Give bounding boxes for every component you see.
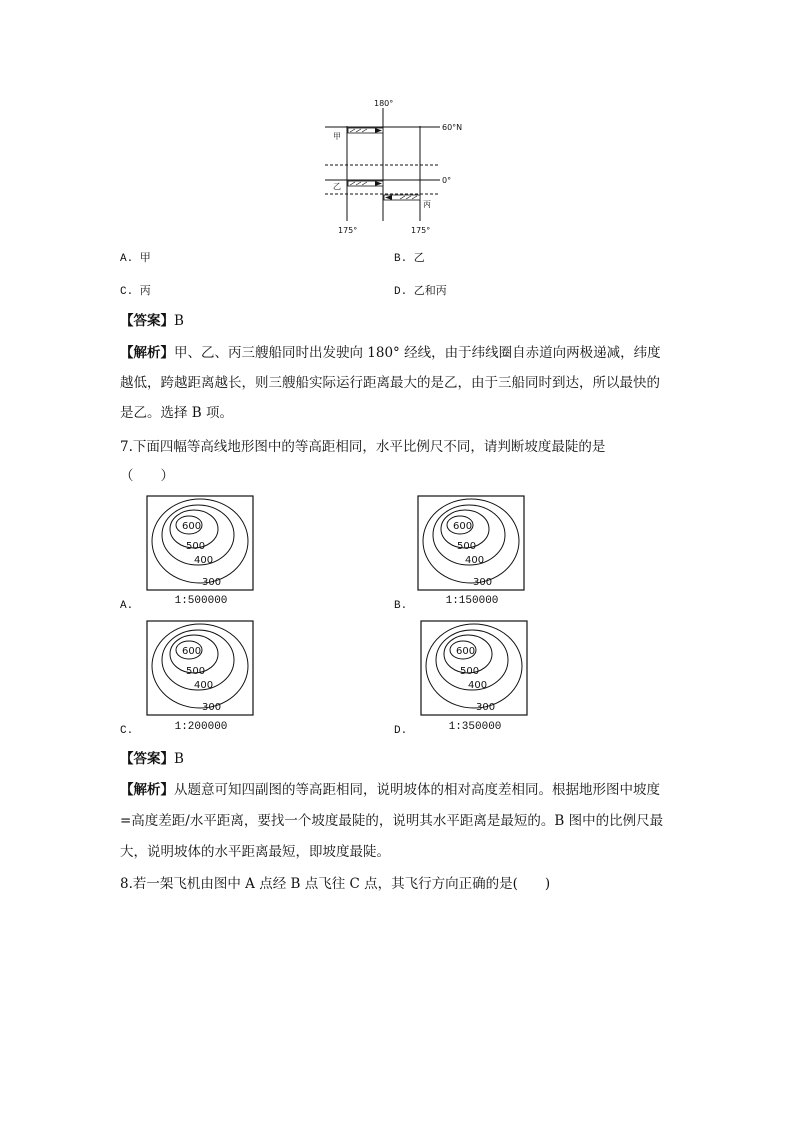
contour-label: 300: [476, 702, 496, 713]
contour-label: 300: [473, 577, 493, 588]
contour-label: 600: [453, 521, 473, 532]
q7-analysis-label: 【解析】: [120, 782, 174, 798]
label-175-right: 175°: [411, 226, 431, 235]
q6-analysis-line2: 越低，跨越距离越长，则三艘船实际运行距离最大的是乙，由于三船同时到达，所以最快的: [120, 375, 660, 391]
q6-option-a: A. 甲: [120, 253, 151, 265]
contour-label: 400: [465, 555, 485, 566]
contour-map-d-scale: 1:350000: [448, 721, 502, 733]
contour-label: 400: [194, 555, 214, 566]
q6-answer-label: 【答案】: [120, 313, 174, 329]
contour-label: 300: [202, 577, 222, 588]
contour-map-b-scale: 1:150000: [445, 595, 499, 607]
q6-analysis-line1: 【解析】甲、乙、丙三艘船同时出发驶向 180° 经线，由于纬线圈自赤道向两极递减，纬度: [120, 345, 661, 361]
contour-label: 500: [457, 541, 477, 552]
contour-map-a-option: A.: [120, 600, 134, 612]
contour-map-b-svg: [417, 495, 525, 591]
label-175-left: 175°: [338, 226, 358, 235]
contour-label: 600: [456, 646, 476, 657]
q7-answer: [120, 749, 184, 769]
q6-analysis-label: 【解析】: [120, 345, 174, 361]
label-60n: 60°N: [442, 123, 463, 132]
q7-answer-value: B: [174, 751, 184, 767]
contour-label: 500: [460, 666, 480, 677]
ship-map-figure: [320, 96, 470, 236]
ship-yi-label: 乙: [333, 182, 341, 191]
contour-map-a-svg: [146, 495, 254, 591]
q6-answer: [120, 311, 184, 331]
contour-map-c-svg: [146, 620, 254, 716]
contour-label: 600: [182, 521, 202, 532]
label-180: 180°: [374, 99, 394, 108]
q7-analysis-line3: 大，说明坡体的水平距离最短，即坡度最陡。: [120, 844, 390, 860]
contour-map-b: [417, 495, 525, 591]
contour-map-a: [146, 495, 254, 591]
q6-answer-value: B: [174, 313, 184, 329]
contour-map-d-option: D.: [394, 725, 408, 737]
contour-map-d: [420, 620, 528, 716]
contour-label: 600: [182, 646, 202, 657]
q6-option-b: B. 乙: [394, 253, 425, 265]
contour-map-c-option: C.: [120, 725, 134, 737]
q7-analysis-line2: =高度差距/水平距离，要找一个坡度最陡的，说明其水平距离是最短的。B 图中的比例尺最: [120, 813, 664, 829]
ship-jia-label: 甲: [333, 132, 341, 141]
q6-option-d: D. 乙和丙: [394, 286, 447, 298]
contour-label: 300: [202, 702, 222, 713]
q7-stem-line2: （ ）: [120, 468, 174, 484]
contour-map-a-scale: 1:500000: [174, 595, 228, 607]
q8-stem-line1: 8.若一架飞机由图中 A 点经 B 点飞往 C 点，其飞行方向正确的是( ): [120, 876, 551, 892]
q6-analysis-line3: 是乙。选择 B 项。: [120, 405, 234, 421]
contour-label: 500: [186, 541, 206, 552]
contour-map-d-svg: [420, 620, 528, 716]
contour-label: 500: [186, 666, 206, 677]
contour-label: 400: [194, 680, 214, 691]
contour-label: 400: [468, 680, 488, 691]
label-0: 0°: [442, 176, 452, 185]
q7-stem-line1: 7.下面四幅等高线地形图中的等高距相同，水平比例尺不同，请判断坡度最陡的是: [120, 439, 606, 455]
q7-answer-label: 【答案】: [120, 751, 174, 767]
contour-map-b-option: B.: [394, 600, 408, 612]
q6-option-c: C. 丙: [120, 286, 151, 298]
ship-bing-label: 丙: [423, 200, 431, 209]
ship-map-svg: [320, 96, 470, 236]
contour-map-c-scale: 1:200000: [174, 721, 228, 733]
q7-analysis-line1: 【解析】从题意可知四副图的等高距相同，说明坡体的相对高度差相同。根据地形图中坡度: [120, 782, 660, 798]
contour-map-c: [146, 620, 254, 716]
